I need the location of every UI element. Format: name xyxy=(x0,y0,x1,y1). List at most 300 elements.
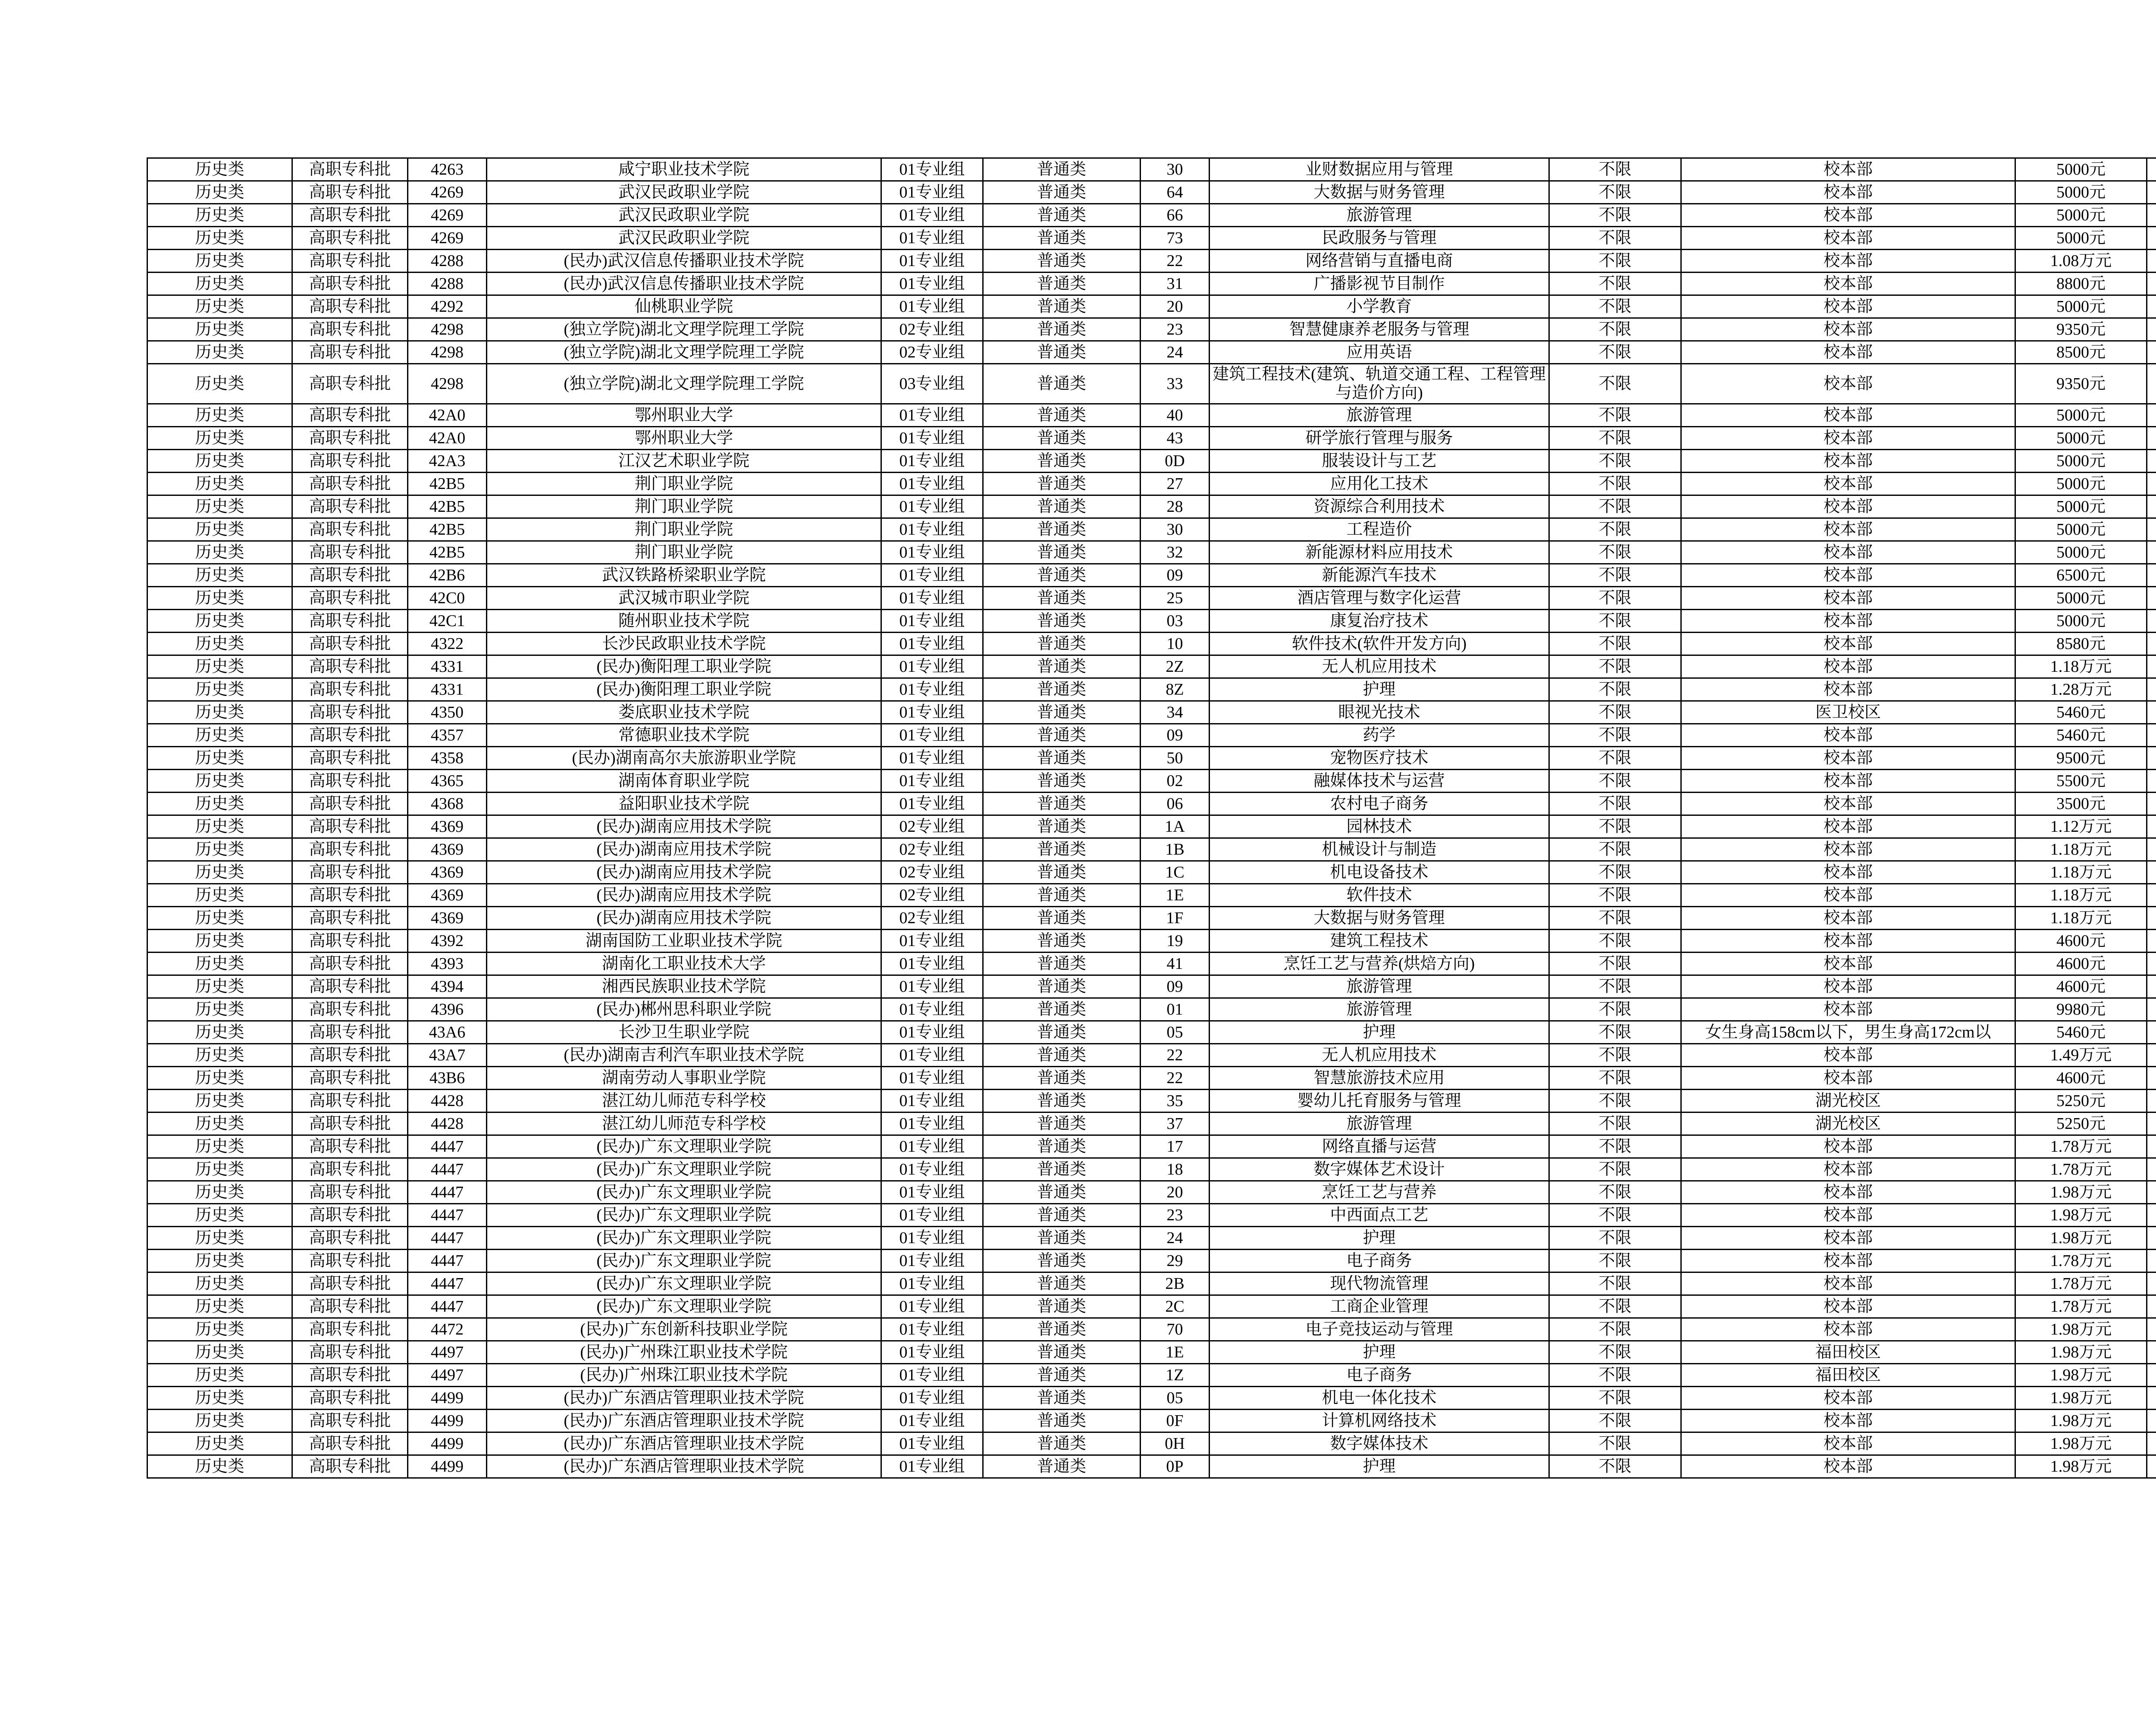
category-cell: 历史类 xyxy=(147,1181,292,1204)
table-row xyxy=(147,1112,2156,1135)
school-name-cell: 武汉铁路桥梁职业学院 xyxy=(487,564,881,587)
category-cell: 历史类 xyxy=(147,1067,292,1090)
group-cell: 02专业组 xyxy=(881,318,983,341)
major-name-cell: 大数据与财务管理 xyxy=(1210,181,1549,204)
school-name-cell: 荆门职业学院 xyxy=(487,518,881,541)
plan-count-cell xyxy=(2147,495,2156,518)
campus-cell: 校本部 xyxy=(1681,1387,2015,1410)
major-code-cell: 10 xyxy=(1141,633,1210,655)
major-code-cell: 2B xyxy=(1141,1272,1210,1295)
major-name-cell: 机电一体化技术 xyxy=(1210,1387,1549,1410)
group-cell: 01专业组 xyxy=(881,1067,983,1090)
table-row xyxy=(147,838,2156,861)
school-name-cell: (民办)广东酒店管理职业技术学院 xyxy=(487,1432,881,1455)
tuition-cell: 5000元 xyxy=(2015,295,2147,318)
group-cell: 01专业组 xyxy=(881,1432,983,1455)
group-cell: 01专业组 xyxy=(881,204,983,227)
major-name-cell: 软件技术(软件开发方向) xyxy=(1210,633,1549,655)
plan-count-cell xyxy=(2147,1272,2156,1295)
major-name-cell: 建筑工程技术 xyxy=(1210,930,1549,953)
restriction-cell: 不限 xyxy=(1549,295,1681,318)
school-name-cell: (民办)广东文理职业学院 xyxy=(487,1250,881,1272)
batch-cell: 高职专科批 xyxy=(292,701,408,724)
category-cell: 历史类 xyxy=(147,495,292,518)
group-cell: 01专业组 xyxy=(881,158,983,181)
table-row xyxy=(147,227,2156,250)
major-name-cell: 园林技术 xyxy=(1210,815,1549,838)
school-name-cell: 湛江幼儿师范专科学校 xyxy=(487,1090,881,1112)
major-code-cell: 32 xyxy=(1141,541,1210,564)
tuition-cell: 1.98万元 xyxy=(2015,1204,2147,1227)
restriction-cell: 不限 xyxy=(1549,884,1681,907)
school-name-cell: 荆门职业学院 xyxy=(487,495,881,518)
school-name-cell: (民办)广东文理职业学院 xyxy=(487,1227,881,1250)
tuition-cell: 5000元 xyxy=(2015,518,2147,541)
batch-cell: 高职专科批 xyxy=(292,655,408,678)
category-cell: 历史类 xyxy=(147,1250,292,1272)
batch-cell: 高职专科批 xyxy=(292,404,408,427)
batch-cell: 高职专科批 xyxy=(292,227,408,250)
type-cell: 普通类 xyxy=(983,181,1141,204)
table-row xyxy=(147,1044,2156,1067)
tuition-cell: 1.78万元 xyxy=(2015,1250,2147,1272)
table-row xyxy=(147,655,2156,678)
type-cell: 普通类 xyxy=(983,158,1141,181)
major-code-cell: 06 xyxy=(1141,793,1210,815)
tuition-cell: 1.08万元 xyxy=(2015,250,2147,273)
campus-cell: 校本部 xyxy=(1681,815,2015,838)
batch-cell: 高职专科批 xyxy=(292,907,408,930)
restriction-cell: 不限 xyxy=(1549,227,1681,250)
restriction-cell: 不限 xyxy=(1549,1112,1681,1135)
table-row xyxy=(147,998,2156,1021)
school-name-cell: (民办)广东文理职业学院 xyxy=(487,1204,881,1227)
school-name-cell: 湛江幼儿师范专科学校 xyxy=(487,1112,881,1135)
restriction-cell: 不限 xyxy=(1549,181,1681,204)
major-name-cell: 服装设计与工艺 xyxy=(1210,450,1549,473)
school-code-cell: 4331 xyxy=(408,655,487,678)
plan-count-cell xyxy=(2147,427,2156,450)
batch-cell: 高职专科批 xyxy=(292,450,408,473)
restriction-cell: 不限 xyxy=(1549,1364,1681,1387)
major-name-cell: 电子商务 xyxy=(1210,1250,1549,1272)
major-code-cell: 0P xyxy=(1141,1455,1210,1478)
batch-cell: 高职专科批 xyxy=(292,204,408,227)
table-row xyxy=(147,861,2156,884)
school-name-cell: (民办)湖南高尔夫旅游职业学院 xyxy=(487,747,881,770)
campus-cell: 校本部 xyxy=(1681,250,2015,273)
table-row xyxy=(147,1204,2156,1227)
restriction-cell: 不限 xyxy=(1549,861,1681,884)
table-row xyxy=(147,495,2156,518)
plan-count-cell xyxy=(2147,518,2156,541)
campus-cell: 校本部 xyxy=(1681,1204,2015,1227)
category-cell: 历史类 xyxy=(147,907,292,930)
table-body xyxy=(147,158,2156,1478)
table-row xyxy=(147,364,2156,404)
campus-cell: 校本部 xyxy=(1681,1455,2015,1478)
category-cell: 历史类 xyxy=(147,450,292,473)
tuition-cell: 8500元 xyxy=(2015,341,2147,364)
group-cell: 01专业组 xyxy=(881,1455,983,1478)
type-cell: 普通类 xyxy=(983,1295,1141,1318)
group-cell: 01专业组 xyxy=(881,1272,983,1295)
restriction-cell: 不限 xyxy=(1549,1250,1681,1272)
category-cell: 历史类 xyxy=(147,953,292,975)
major-code-cell: 50 xyxy=(1141,747,1210,770)
group-cell: 01专业组 xyxy=(881,793,983,815)
table-row xyxy=(147,1295,2156,1318)
restriction-cell: 不限 xyxy=(1549,724,1681,747)
tuition-cell: 5000元 xyxy=(2015,610,2147,633)
restriction-cell: 不限 xyxy=(1549,655,1681,678)
type-cell: 普通类 xyxy=(983,495,1141,518)
restriction-cell: 不限 xyxy=(1549,930,1681,953)
table-row xyxy=(147,1455,2156,1478)
restriction-cell: 不限 xyxy=(1549,838,1681,861)
type-cell: 普通类 xyxy=(983,975,1141,998)
type-cell: 普通类 xyxy=(983,1090,1141,1112)
group-cell: 01专业组 xyxy=(881,633,983,655)
major-code-cell: 18 xyxy=(1141,1158,1210,1181)
batch-cell: 高职专科批 xyxy=(292,1410,408,1432)
major-code-cell: 24 xyxy=(1141,1227,1210,1250)
batch-cell: 高职专科批 xyxy=(292,1432,408,1455)
campus-cell: 校本部 xyxy=(1681,473,2015,495)
group-cell: 02专业组 xyxy=(881,815,983,838)
tuition-cell: 5500元 xyxy=(2015,770,2147,793)
batch-cell: 高职专科批 xyxy=(292,930,408,953)
type-cell: 普通类 xyxy=(983,1158,1141,1181)
major-code-cell: 40 xyxy=(1141,404,1210,427)
major-code-cell: 73 xyxy=(1141,227,1210,250)
major-code-cell: 8Z xyxy=(1141,678,1210,701)
restriction-cell: 不限 xyxy=(1549,701,1681,724)
group-cell: 01专业组 xyxy=(881,1387,983,1410)
plan-count-cell xyxy=(2147,1158,2156,1181)
table-row xyxy=(147,1318,2156,1341)
major-name-cell: 护理 xyxy=(1210,1021,1549,1044)
campus-cell: 校本部 xyxy=(1681,318,2015,341)
tuition-cell: 1.78万元 xyxy=(2015,1272,2147,1295)
campus-cell: 校本部 xyxy=(1681,450,2015,473)
category-cell: 历史类 xyxy=(147,1044,292,1067)
tuition-cell: 5000元 xyxy=(2015,473,2147,495)
plan-count-cell xyxy=(2147,1387,2156,1410)
school-code-cell: 4369 xyxy=(408,815,487,838)
major-code-cell: 1B xyxy=(1141,838,1210,861)
major-name-cell: 数字媒体艺术设计 xyxy=(1210,1158,1549,1181)
table-row xyxy=(147,1341,2156,1364)
plan-count-cell xyxy=(2147,587,2156,610)
group-cell: 01专业组 xyxy=(881,495,983,518)
campus-cell: 校本部 xyxy=(1681,793,2015,815)
school-code-cell: 4497 xyxy=(408,1341,487,1364)
school-code-cell: 4499 xyxy=(408,1455,487,1478)
major-name-cell: 酒店管理与数字化运营 xyxy=(1210,587,1549,610)
table-row xyxy=(147,273,2156,295)
batch-cell: 高职专科批 xyxy=(292,541,408,564)
school-code-cell: 4392 xyxy=(408,930,487,953)
major-code-cell: 70 xyxy=(1141,1318,1210,1341)
major-name-cell: 农村电子商务 xyxy=(1210,793,1549,815)
major-code-cell: 05 xyxy=(1141,1387,1210,1410)
major-name-cell: 中西面点工艺 xyxy=(1210,1204,1549,1227)
table-row xyxy=(147,518,2156,541)
major-name-cell: 网络直播与运营 xyxy=(1210,1135,1549,1158)
type-cell: 普通类 xyxy=(983,884,1141,907)
group-cell: 01专业组 xyxy=(881,564,983,587)
table-row xyxy=(147,564,2156,587)
major-code-cell: 1E xyxy=(1141,1341,1210,1364)
plan-count-cell xyxy=(2147,295,2156,318)
type-cell: 普通类 xyxy=(983,998,1141,1021)
type-cell: 普通类 xyxy=(983,295,1141,318)
tuition-cell: 5000元 xyxy=(2015,541,2147,564)
school-code-cell: 42B5 xyxy=(408,518,487,541)
tuition-cell: 9350元 xyxy=(2015,318,2147,341)
plan-count-cell xyxy=(2147,1318,2156,1341)
category-cell: 历史类 xyxy=(147,747,292,770)
campus-cell: 湖光校区 xyxy=(1681,1090,2015,1112)
tuition-cell: 1.18万元 xyxy=(2015,861,2147,884)
category-cell: 历史类 xyxy=(147,427,292,450)
plan-count-cell xyxy=(2147,998,2156,1021)
school-code-cell: 4298 xyxy=(408,341,487,364)
group-cell: 01专业组 xyxy=(881,404,983,427)
table-row xyxy=(147,450,2156,473)
tuition-cell: 5000元 xyxy=(2015,427,2147,450)
restriction-cell: 不限 xyxy=(1549,1227,1681,1250)
campus-cell: 校本部 xyxy=(1681,838,2015,861)
type-cell: 普通类 xyxy=(983,930,1141,953)
restriction-cell: 不限 xyxy=(1549,1272,1681,1295)
table-row xyxy=(147,1135,2156,1158)
plan-count-cell xyxy=(2147,1455,2156,1478)
table-row xyxy=(147,633,2156,655)
category-cell: 历史类 xyxy=(147,655,292,678)
type-cell: 普通类 xyxy=(983,1272,1141,1295)
campus-cell: 校本部 xyxy=(1681,587,2015,610)
school-name-cell: (民办)湖南应用技术学院 xyxy=(487,815,881,838)
table-row xyxy=(147,701,2156,724)
campus-cell: 校本部 xyxy=(1681,541,2015,564)
school-code-cell: 4369 xyxy=(408,861,487,884)
tuition-cell: 8580元 xyxy=(2015,633,2147,655)
tuition-cell: 1.98万元 xyxy=(2015,1455,2147,1478)
category-cell: 历史类 xyxy=(147,295,292,318)
school-code-cell: 4447 xyxy=(408,1181,487,1204)
school-name-cell: 长沙卫生职业学院 xyxy=(487,1021,881,1044)
campus-cell: 校本部 xyxy=(1681,1181,2015,1204)
plan-count-cell xyxy=(2147,1044,2156,1067)
major-code-cell: 0D xyxy=(1141,450,1210,473)
type-cell: 普通类 xyxy=(983,678,1141,701)
tuition-cell: 9980元 xyxy=(2015,998,2147,1021)
restriction-cell: 不限 xyxy=(1549,747,1681,770)
major-code-cell: 66 xyxy=(1141,204,1210,227)
batch-cell: 高职专科批 xyxy=(292,1318,408,1341)
major-name-cell: 烹饪工艺与营养 xyxy=(1210,1181,1549,1204)
plan-count-cell xyxy=(2147,1181,2156,1204)
category-cell: 历史类 xyxy=(147,678,292,701)
tuition-cell: 5000元 xyxy=(2015,450,2147,473)
category-cell: 历史类 xyxy=(147,1387,292,1410)
group-cell: 01专业组 xyxy=(881,998,983,1021)
school-name-cell: (民办)广东创新科技职业学院 xyxy=(487,1318,881,1341)
batch-cell: 高职专科批 xyxy=(292,1044,408,1067)
group-cell: 01专业组 xyxy=(881,1364,983,1387)
plan-count-cell xyxy=(2147,227,2156,250)
school-code-cell: 42B5 xyxy=(408,473,487,495)
school-code-cell: 4447 xyxy=(408,1250,487,1272)
type-cell: 普通类 xyxy=(983,1341,1141,1364)
group-cell: 01专业组 xyxy=(881,610,983,633)
group-cell: 01专业组 xyxy=(881,295,983,318)
campus-cell: 校本部 xyxy=(1681,633,2015,655)
school-name-cell: (民办)武汉信息传播职业技术学院 xyxy=(487,250,881,273)
major-name-cell: 旅游管理 xyxy=(1210,404,1549,427)
batch-cell: 高职专科批 xyxy=(292,1364,408,1387)
school-name-cell: 湖南国防工业职业技术学院 xyxy=(487,930,881,953)
school-name-cell: (独立学院)湖北文理学院理工学院 xyxy=(487,364,881,404)
school-code-cell: 4497 xyxy=(408,1364,487,1387)
major-name-cell: 软件技术 xyxy=(1210,884,1549,907)
table-row xyxy=(147,747,2156,770)
school-code-cell: 4447 xyxy=(408,1135,487,1158)
table-row xyxy=(147,1432,2156,1455)
restriction-cell: 不限 xyxy=(1549,1158,1681,1181)
restriction-cell: 不限 xyxy=(1549,1455,1681,1478)
major-code-cell: 43 xyxy=(1141,427,1210,450)
school-code-cell: 4322 xyxy=(408,633,487,655)
table-row xyxy=(147,1021,2156,1044)
major-code-cell: 1Z xyxy=(1141,1364,1210,1387)
tuition-cell: 5250元 xyxy=(2015,1090,2147,1112)
school-name-cell: (民办)湖南应用技术学院 xyxy=(487,884,881,907)
restriction-cell: 不限 xyxy=(1549,1021,1681,1044)
tuition-cell: 5000元 xyxy=(2015,158,2147,181)
tuition-cell: 1.28万元 xyxy=(2015,678,2147,701)
restriction-cell: 不限 xyxy=(1549,341,1681,364)
restriction-cell: 不限 xyxy=(1549,1387,1681,1410)
group-cell: 01专业组 xyxy=(881,1204,983,1227)
school-code-cell: 4472 xyxy=(408,1318,487,1341)
major-code-cell: 30 xyxy=(1141,518,1210,541)
major-name-cell: 护理 xyxy=(1210,1227,1549,1250)
campus-cell: 校本部 xyxy=(1681,495,2015,518)
group-cell: 01专业组 xyxy=(881,1158,983,1181)
category-cell: 历史类 xyxy=(147,633,292,655)
group-cell: 01专业组 xyxy=(881,1044,983,1067)
group-cell: 01专业组 xyxy=(881,1227,983,1250)
plan-count-cell xyxy=(2147,1341,2156,1364)
school-name-cell: (民办)广东文理职业学院 xyxy=(487,1295,881,1318)
major-name-cell: 新能源汽车技术 xyxy=(1210,564,1549,587)
category-cell: 历史类 xyxy=(147,250,292,273)
type-cell: 普通类 xyxy=(983,587,1141,610)
batch-cell: 高职专科批 xyxy=(292,747,408,770)
restriction-cell: 不限 xyxy=(1549,564,1681,587)
school-code-cell: 42A0 xyxy=(408,427,487,450)
table-row xyxy=(147,815,2156,838)
school-name-cell: 湖南体育职业学院 xyxy=(487,770,881,793)
plan-count-cell xyxy=(2147,273,2156,295)
batch-cell: 高职专科批 xyxy=(292,861,408,884)
school-name-cell: (民办)湖南应用技术学院 xyxy=(487,838,881,861)
campus-cell: 校本部 xyxy=(1681,1250,2015,1272)
type-cell: 普通类 xyxy=(983,1044,1141,1067)
major-name-cell: 护理 xyxy=(1210,678,1549,701)
major-code-cell: 37 xyxy=(1141,1112,1210,1135)
table-row xyxy=(147,930,2156,953)
category-cell: 历史类 xyxy=(147,1455,292,1478)
major-code-cell: 22 xyxy=(1141,250,1210,273)
school-code-cell: 4357 xyxy=(408,724,487,747)
type-cell: 普通类 xyxy=(983,1021,1141,1044)
restriction-cell: 不限 xyxy=(1549,404,1681,427)
major-name-cell: 婴幼儿托育服务与管理 xyxy=(1210,1090,1549,1112)
major-name-cell: 新能源材料应用技术 xyxy=(1210,541,1549,564)
type-cell: 普通类 xyxy=(983,1135,1141,1158)
type-cell: 普通类 xyxy=(983,838,1141,861)
campus-cell: 校本部 xyxy=(1681,518,2015,541)
campus-cell: 湖光校区 xyxy=(1681,1112,2015,1135)
category-cell: 历史类 xyxy=(147,724,292,747)
tuition-cell: 1.98万元 xyxy=(2015,1181,2147,1204)
batch-cell: 高职专科批 xyxy=(292,1295,408,1318)
major-name-cell: 烹饪工艺与营养(烘焙方向) xyxy=(1210,953,1549,975)
school-code-cell: 4499 xyxy=(408,1432,487,1455)
major-name-cell: 网络营销与直播电商 xyxy=(1210,250,1549,273)
school-name-cell: (民办)广东文理职业学院 xyxy=(487,1181,881,1204)
group-cell: 01专业组 xyxy=(881,450,983,473)
major-name-cell: 机电设备技术 xyxy=(1210,861,1549,884)
school-name-cell: 娄底职业技术学院 xyxy=(487,701,881,724)
restriction-cell: 不限 xyxy=(1549,587,1681,610)
category-cell: 历史类 xyxy=(147,204,292,227)
school-name-cell: (民办)广州珠江职业技术学院 xyxy=(487,1341,881,1364)
major-name-cell: 机械设计与制造 xyxy=(1210,838,1549,861)
table-row xyxy=(147,1410,2156,1432)
type-cell: 普通类 xyxy=(983,1318,1141,1341)
major-code-cell: 64 xyxy=(1141,181,1210,204)
school-name-cell: 武汉民政职业学院 xyxy=(487,181,881,204)
campus-cell: 校本部 xyxy=(1681,158,2015,181)
major-name-cell: 旅游管理 xyxy=(1210,1112,1549,1135)
major-code-cell: 24 xyxy=(1141,341,1210,364)
tuition-cell: 4600元 xyxy=(2015,953,2147,975)
plan-count-cell xyxy=(2147,1021,2156,1044)
school-name-cell: (民办)广东酒店管理职业技术学院 xyxy=(487,1410,881,1432)
restriction-cell: 不限 xyxy=(1549,1067,1681,1090)
school-code-cell: 42A0 xyxy=(408,404,487,427)
restriction-cell: 不限 xyxy=(1549,678,1681,701)
major-code-cell: 0F xyxy=(1141,1410,1210,1432)
table-row xyxy=(147,204,2156,227)
school-code-cell: 4298 xyxy=(408,364,487,404)
group-cell: 01专业组 xyxy=(881,724,983,747)
major-name-cell: 智慧旅游技术应用 xyxy=(1210,1067,1549,1090)
plan-count-cell xyxy=(2147,770,2156,793)
batch-cell: 高职专科批 xyxy=(292,1387,408,1410)
school-code-cell: 4269 xyxy=(408,181,487,204)
restriction-cell: 不限 xyxy=(1549,518,1681,541)
plan-count-cell xyxy=(2147,318,2156,341)
batch-cell: 高职专科批 xyxy=(292,250,408,273)
campus-cell: 校本部 xyxy=(1681,953,2015,975)
campus-cell: 校本部 xyxy=(1681,907,2015,930)
